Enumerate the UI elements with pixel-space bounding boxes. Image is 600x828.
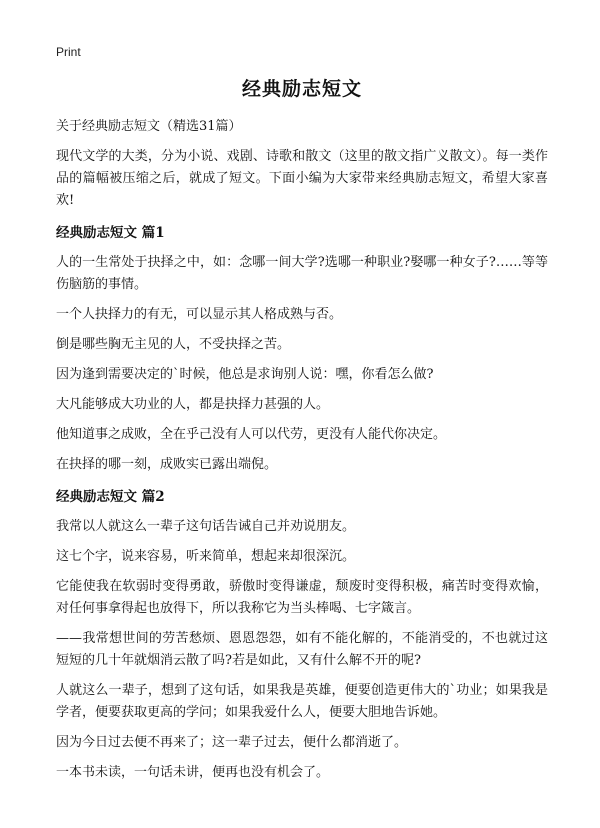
paragraph: 一本书未读，一句话未讲，便再也没有机会了。	[56, 765, 330, 780]
paragraph: 这七个字，说来容易，听来简单，想起来却很深沉。	[56, 549, 356, 564]
intro-paragraph: 现代文学的大类，分为小说、戏剧、诗歌和散文（这里的散文指广义散文）。每一类作品的篇幅被压缩之后，就成了短文。下面小编为大家带来经典励志短文，希望大家喜欢!	[56, 149, 548, 208]
subtitle: 关于经典励志短文（精选31篇）	[56, 119, 242, 134]
paragraph: 在抉择的哪一刻，成败实已露出端倪。	[56, 457, 278, 472]
paragraph: 因为逢到需要决定的`时候，他总是求询别人说：嘿，你看怎么做?	[56, 367, 434, 382]
paragraph: 人的一生常处于抉择之中，如：念哪一间大学?选哪一种职业?娶哪一种女子?……等等伤脑筋的事情。	[56, 255, 548, 292]
paragraph: 它能使我在软弱时变得勇敢，骄傲时变得谦虚，颓废时变得积极，痛苦时变得欢愉，对任何事拿得起也放得下，所以我称它为当头棒喝、七字箴言。	[56, 579, 548, 616]
page-title: 经典励志短文	[241, 78, 362, 100]
section-heading: 经典励志短文 篇1	[56, 225, 165, 241]
paragraph: ——我常想世间的劳苦愁烦、恩恩怨怨，如有不能化解的，不能消受的，不也就过这短短的几十年就烟消云散了吗?若是如此，又有什么解不开的呢?	[56, 631, 548, 668]
paragraph: 因为今日过去便不再来了；这一辈子过去，便什么都消逝了。	[56, 735, 408, 750]
paragraph: 倒是哪些胸无主见的人，不受抉择之苦。	[56, 337, 291, 352]
print-link[interactable]: Print	[56, 45, 81, 59]
paragraph: 他知道事之成败，全在乎己没有人可以代劳，更没有人能代你决定。	[56, 427, 447, 442]
paragraph: 我常以人就这么一辈子这句话告诫自己并劝说朋友。	[56, 519, 356, 534]
paragraph: 人就这么一辈子，想到了这句话，如果我是英雄，便要创造更伟大的`功业；如果我是学者，便要获取更高的学问；如果我爱什么人，便要大胆地告诉她。	[56, 683, 548, 720]
paragraph: 一个人抉择力的有无，可以显示其人格成熟与否。	[56, 307, 343, 322]
paragraph: 大凡能够成大功业的人，都是抉择力甚强的人。	[56, 397, 330, 412]
section-heading: 经典励志短文 篇2	[56, 489, 165, 505]
